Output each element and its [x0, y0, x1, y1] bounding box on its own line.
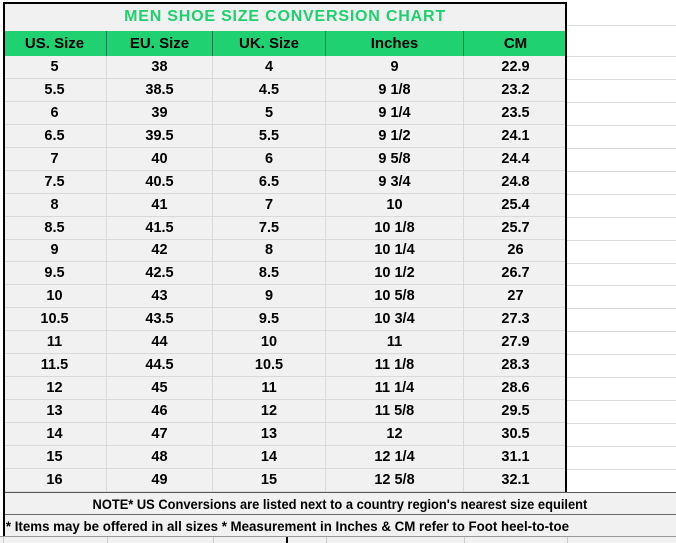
- table-border-top: [3, 2, 567, 4]
- table-cell[interactable]: 10: [3, 285, 107, 308]
- table-row: [3, 285, 567, 308]
- table-cell[interactable]: 8.5: [213, 262, 326, 285]
- table-cell[interactable]: 24.8: [464, 171, 567, 194]
- table-cell[interactable]: 6: [3, 102, 107, 125]
- table-cell[interactable]: 6.5: [3, 125, 107, 148]
- column-header-uk-size[interactable]: UK. Size: [213, 31, 326, 56]
- table-cell[interactable]: 10 1/8: [326, 217, 464, 240]
- gridline: [567, 102, 676, 103]
- table-cell[interactable]: 12: [3, 377, 107, 400]
- column-header-inches[interactable]: Inches: [326, 31, 464, 56]
- note-text-2: * Items may be offered in all sizes * Measurement in Inches & CM refer to Foot heel-to-toe: [5, 517, 570, 534]
- empty-grid-area: [567, 2, 676, 492]
- gridline: [567, 125, 676, 126]
- table-cell[interactable]: 10 1/4: [326, 240, 464, 263]
- gridline: [567, 537, 568, 543]
- table-cell[interactable]: 12: [213, 400, 326, 423]
- table-cell[interactable]: 24.1: [464, 125, 567, 148]
- table-cell[interactable]: 24.4: [464, 148, 567, 171]
- table-cell[interactable]: 9: [326, 56, 464, 79]
- gridline: [567, 263, 676, 264]
- gridline: [567, 446, 676, 447]
- table-cell[interactable]: 9: [3, 240, 107, 263]
- table-cell[interactable]: 9 1/8: [326, 79, 464, 102]
- table-cell[interactable]: 13: [3, 400, 107, 423]
- note-row-2[interactable]: [3, 514, 676, 536]
- table-row: [3, 194, 567, 217]
- gridline: [567, 25, 676, 26]
- table-cell[interactable]: 11: [3, 331, 107, 354]
- table-cell[interactable]: 28.3: [464, 354, 567, 377]
- table-cell[interactable]: 12 1/4: [326, 446, 464, 469]
- table-cell[interactable]: 39: [107, 102, 213, 125]
- gridline: [567, 400, 676, 401]
- table-cell[interactable]: 12 5/8: [326, 469, 464, 492]
- table-cell[interactable]: 11: [213, 377, 326, 400]
- table-cell[interactable]: 25.7: [464, 217, 567, 240]
- gridline: [567, 56, 676, 57]
- gridline: [107, 537, 108, 543]
- table-row: [3, 125, 567, 148]
- table-cell[interactable]: 10 3/4: [326, 308, 464, 331]
- table-cell[interactable]: 8.5: [3, 217, 107, 240]
- table-cell[interactable]: 44: [107, 331, 213, 354]
- table-cell[interactable]: 12: [326, 423, 464, 446]
- table-cell[interactable]: 22.9: [464, 56, 567, 79]
- gridline: [567, 194, 676, 195]
- table-cell[interactable]: 47: [107, 423, 213, 446]
- partial-next-row: [0, 536, 676, 543]
- table-cell[interactable]: 38: [107, 56, 213, 79]
- table-cell[interactable]: 14: [213, 446, 326, 469]
- table-cell[interactable]: 11.5: [3, 354, 107, 377]
- table-row: [3, 171, 567, 194]
- column-header-cm[interactable]: CM: [503, 35, 528, 52]
- gridline: [567, 217, 676, 218]
- table-cell[interactable]: 40.5: [107, 171, 213, 194]
- table-cell[interactable]: 9: [213, 285, 326, 308]
- gridline: [567, 469, 676, 470]
- table-cell[interactable]: 11 1/4: [326, 377, 464, 400]
- table-row: [3, 56, 567, 79]
- gridline: [567, 171, 676, 172]
- table-cell[interactable]: 4.5: [213, 79, 326, 102]
- gridline: [567, 331, 676, 332]
- chart-title-cell[interactable]: [3, 2, 567, 31]
- table-cell[interactable]: 42.5: [107, 262, 213, 285]
- table-cell[interactable]: 9.5: [3, 262, 107, 285]
- gridline: [567, 423, 676, 424]
- table-cell[interactable]: 7: [213, 194, 326, 217]
- table-row: [3, 148, 567, 171]
- table-cell[interactable]: 44.5: [107, 354, 213, 377]
- table-cell[interactable]: 27: [464, 285, 567, 308]
- table-cell[interactable]: 9 1/4: [326, 102, 464, 125]
- table-row: [3, 262, 567, 285]
- table-row: [3, 240, 567, 263]
- table-cell[interactable]: 7: [3, 148, 107, 171]
- table-row: [3, 354, 567, 377]
- table-cell[interactable]: 15: [213, 469, 326, 492]
- table-cell[interactable]: 10.5: [3, 308, 107, 331]
- table-cell[interactable]: 49: [107, 469, 213, 492]
- table-row: [3, 423, 567, 446]
- table-cell[interactable]: 11 1/8: [326, 354, 464, 377]
- table-cell[interactable]: 46: [107, 400, 213, 423]
- table-cell[interactable]: 31.1: [464, 446, 567, 469]
- note-row-1[interactable]: [3, 492, 676, 514]
- table-cell[interactable]: 41: [107, 194, 213, 217]
- table-cell[interactable]: 4: [213, 56, 326, 79]
- table-header-row: [3, 31, 567, 56]
- table-cell[interactable]: 25.4: [464, 194, 567, 217]
- gridline: [567, 354, 676, 355]
- table-cell[interactable]: 45: [107, 377, 213, 400]
- table-cell[interactable]: 41.5: [107, 217, 213, 240]
- gridline: [567, 148, 676, 149]
- table-cell[interactable]: 27.9: [464, 331, 567, 354]
- table-cell[interactable]: 13: [213, 423, 326, 446]
- table-cell[interactable]: 8: [3, 194, 107, 217]
- table-row: [3, 102, 567, 125]
- table-cell[interactable]: 26.7: [464, 262, 567, 285]
- table-cell[interactable]: 39.5: [107, 125, 213, 148]
- table-cell[interactable]: 5: [213, 102, 326, 125]
- table-cell[interactable]: 16: [3, 469, 107, 492]
- table-cell[interactable]: 27.3: [464, 308, 567, 331]
- table-row: [3, 217, 567, 240]
- gridline: [464, 537, 465, 543]
- table-row: [3, 377, 567, 400]
- column-header-us-size[interactable]: US. Size: [3, 31, 107, 56]
- gridline: [213, 537, 214, 543]
- gridline: [567, 79, 676, 80]
- table-cell[interactable]: 43.5: [107, 308, 213, 331]
- table-border-left: [3, 2, 5, 536]
- table-cell[interactable]: 42: [107, 240, 213, 263]
- table-row: [3, 308, 567, 331]
- gridline: [567, 285, 676, 286]
- table-cell[interactable]: 11: [326, 331, 464, 354]
- table-body: [3, 56, 567, 492]
- table-row: [3, 469, 567, 492]
- gridline: [567, 308, 676, 309]
- table-row: [3, 400, 567, 423]
- gridline: [3, 537, 4, 543]
- table-cell[interactable]: 43: [107, 285, 213, 308]
- table-cell[interactable]: 15: [3, 446, 107, 469]
- table-cell[interactable]: 9 1/2: [326, 125, 464, 148]
- table-cell[interactable]: 28.6: [464, 377, 567, 400]
- table-cell[interactable]: 14: [3, 423, 107, 446]
- table-cell[interactable]: 5.5: [3, 79, 107, 102]
- table-cell[interactable]: 11 5/8: [326, 400, 464, 423]
- truncated-cell-mark: [286, 537, 288, 543]
- table-row: [3, 446, 567, 469]
- table-cell[interactable]: 7.5: [213, 217, 326, 240]
- table-cell[interactable]: 5.5: [213, 125, 326, 148]
- table-cell[interactable]: 23.5: [464, 102, 567, 125]
- table-cell[interactable]: 10 1/2: [326, 262, 464, 285]
- table-cell[interactable]: 5: [3, 56, 107, 79]
- table-cell[interactable]: 48: [107, 446, 213, 469]
- table-cell[interactable]: 30.5: [464, 423, 567, 446]
- table-cell[interactable]: 40: [107, 148, 213, 171]
- table-cell[interactable]: 10 5/8: [326, 285, 464, 308]
- table-cell[interactable]: 10: [213, 331, 326, 354]
- table-cell[interactable]: 9.5: [213, 308, 326, 331]
- table-cell[interactable]: 6.5: [213, 171, 326, 194]
- table-cell[interactable]: 23.2: [464, 79, 567, 102]
- table-cell[interactable]: 32.1: [464, 469, 567, 492]
- table-row: [3, 79, 567, 102]
- table-cell[interactable]: 38.5: [107, 79, 213, 102]
- gridline: [326, 537, 327, 543]
- table-cell[interactable]: 29.5: [464, 400, 567, 423]
- gridline: [567, 240, 676, 241]
- note-text-1: NOTE* US Conversions are listed next to a country region's nearest size equilent: [92, 495, 587, 512]
- gridline: [567, 377, 676, 378]
- table-cell[interactable]: 10: [326, 194, 464, 217]
- table-cell[interactable]: 9 5/8: [326, 148, 464, 171]
- column-header-eu-size[interactable]: EU. Size: [107, 31, 213, 56]
- table-cell[interactable]: 26: [464, 240, 567, 263]
- table-cell[interactable]: 6: [213, 148, 326, 171]
- table-cell[interactable]: 7.5: [3, 171, 107, 194]
- chart-title: MEN SHOE SIZE CONVERSION CHART: [124, 7, 446, 25]
- table-cell[interactable]: 8: [213, 240, 326, 263]
- table-cell[interactable]: 10.5: [213, 354, 326, 377]
- table-border-right: [565, 2, 567, 492]
- table-cell[interactable]: 9 3/4: [326, 171, 464, 194]
- table-row: [3, 331, 567, 354]
